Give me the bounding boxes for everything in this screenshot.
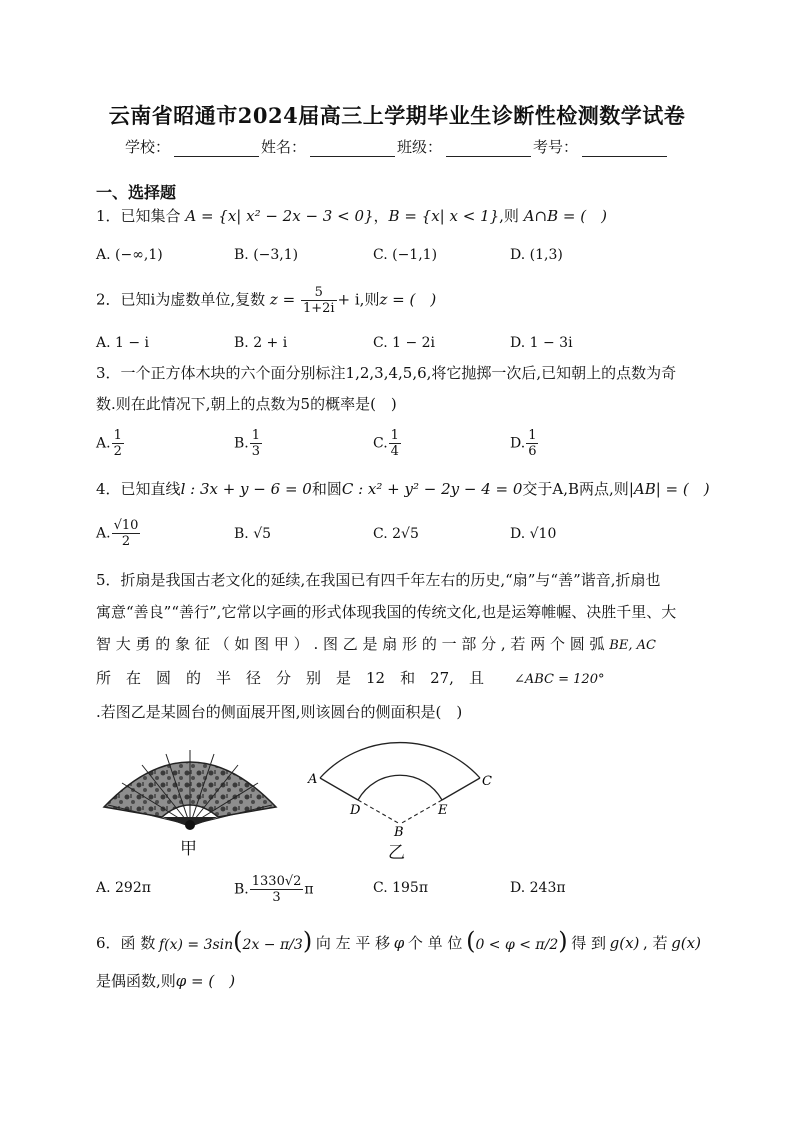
question-text: , 若 [643, 934, 668, 952]
option-label: B. [234, 435, 249, 452]
folding-fan-figure [100, 745, 280, 830]
point-b-label: B [394, 825, 404, 840]
question-text: 已知直线 [120, 480, 181, 498]
phi-range: 0 < φ < π/2 [475, 937, 559, 953]
question-2 [96, 285, 436, 316]
arc-ac [320, 743, 480, 778]
numerator: 1 [528, 428, 537, 443]
plus-term: + i [337, 290, 360, 309]
point-d-label: D [350, 803, 361, 818]
question-1 [96, 205, 607, 227]
option-label: A. [96, 525, 111, 542]
fraction [301, 285, 337, 316]
denominator: 3 [251, 444, 261, 459]
option-d[interactable]: D. (1,3) [510, 247, 563, 263]
question-4 [96, 478, 710, 500]
option-a[interactable]: A. 1 − i [96, 335, 150, 351]
numerator: 1 [390, 428, 399, 443]
option-b[interactable] [234, 874, 314, 905]
question-number: 2． [96, 290, 121, 309]
exam-title: 云南省昭通市2024届高三上学期毕业生诊断性检测数学试卷 [108, 103, 686, 128]
circle-equation: C : x² + y² − 2y − 4 = 0 [341, 480, 523, 498]
fan-pivot [185, 820, 195, 830]
answer-expression: A∩B = ( ) [523, 207, 607, 225]
point-a-label: A [308, 772, 318, 787]
function-g: g(x) [609, 934, 640, 952]
number-blank[interactable] [582, 142, 667, 157]
answer-expression: |AB| = ( ) [628, 480, 710, 498]
question-number: 6． [96, 934, 121, 952]
figure-caption-yi: 乙 [388, 843, 405, 863]
answer-expression: z = ( ) [379, 290, 437, 309]
question-text: 已知i为虚数单位,复数 [120, 290, 266, 309]
function-argument: 2x − π/3 [242, 937, 303, 953]
question-number: 5． [96, 571, 121, 589]
numerator: 1 [251, 428, 261, 443]
option-c[interactable]: C. 195π [373, 880, 429, 896]
question-number: 4． [96, 480, 121, 498]
arc-labels: BE, AC [609, 638, 656, 653]
question-text: ,则 [499, 207, 519, 225]
denominator: 2 [121, 534, 131, 549]
answer-expression: φ = ( ) [175, 972, 236, 990]
option-a[interactable] [96, 428, 125, 459]
question-text: 所 在 圆 的 半 径 分 别 是 12 和 27, 且 [96, 669, 484, 687]
function-g: g(x) [671, 934, 701, 952]
question-number: 1． [96, 207, 121, 225]
option-b[interactable]: B. √5 [234, 526, 272, 542]
numerator: 1330√2 [251, 874, 302, 889]
option-a[interactable] [96, 518, 141, 549]
option-b[interactable]: B. (−3,1) [234, 247, 299, 263]
numerator: 5 [301, 285, 337, 301]
point-e-label: E [438, 803, 448, 818]
segment-ce [442, 778, 480, 800]
pi-symbol: π [304, 881, 314, 898]
option-label: B. [234, 881, 249, 898]
school-label: 学校： [125, 138, 171, 156]
option-b[interactable]: B. 2 + i [234, 335, 288, 351]
option-label: A. [96, 435, 111, 452]
option-c[interactable]: C. 1 − 2i [373, 335, 436, 351]
class-label: 班级： [397, 138, 443, 156]
option-d[interactable] [510, 428, 539, 459]
question-text: 智 大 勇 的 象 征 （ 如 图 甲 ） . 图 乙 是 扇 形 的 一 部 分 , 若 两 个 圆 弧 [96, 635, 605, 653]
option-d[interactable]: D. 1 − 3i [510, 335, 573, 351]
phi-symbol: φ [393, 934, 405, 952]
segment-eb [400, 800, 442, 824]
question-text: 数.则在此情况下,朝上的点数为5的概率是( ) [96, 395, 397, 413]
student-info-row [125, 136, 669, 157]
figure-caption-jia: 甲 [180, 839, 197, 859]
arc-de [358, 775, 442, 800]
segment-ad [320, 778, 358, 800]
numerator: √10 [113, 518, 139, 533]
lhs-expression: z = [269, 290, 296, 309]
option-b[interactable] [234, 428, 263, 459]
question-3 [96, 362, 676, 415]
option-a[interactable]: A. (−∞,1) [96, 247, 163, 263]
angle-expression: ∠ABC = 120° [513, 672, 605, 687]
name-label: 姓名： [261, 138, 307, 156]
question-text: .若图乙是某圆台的侧面展开图,则该圆台的侧面积是( ) [96, 703, 463, 721]
set-a-expression: A = {x| x² − 2x − 3 < 0} [185, 207, 374, 225]
segment-db [358, 800, 400, 824]
denominator: 2 [113, 444, 122, 459]
question-text: 一个正方体木块的六个面分别标注1,2,3,4,5,6,将它抛掷一次后,已知朝上的点数为奇 [120, 364, 677, 382]
question-text: 向 左 平 移 [315, 934, 391, 952]
option-c[interactable]: C. 2√5 [373, 526, 419, 542]
question-number: 3． [96, 364, 121, 382]
point-c-label: C [482, 774, 492, 789]
school-blank[interactable] [174, 142, 259, 157]
section-heading: 一、选择题 [96, 183, 177, 202]
question-6: 6．函 数 f(x) = 3sin(2x − π/3) 向 左 平 移 φ 个 单 位 (0 < φ < π/2) 得 到 g(x) , 若 g(x) 是偶函数,则φ = ( ) [96, 927, 701, 990]
number-label: 考号： [533, 138, 579, 156]
denominator: 1+2i [302, 301, 335, 316]
question-text: 已知集合 [120, 207, 181, 225]
option-c[interactable]: C. (−1,1) [373, 247, 438, 263]
question-text: 个 单 位 [407, 934, 463, 952]
numerator: 1 [113, 428, 122, 443]
question-text: 和圆 [311, 480, 342, 498]
question-text: 折扇是我国古老文化的延续,在我国已有四千年左右的历史,“扇”与“善”谐音,折扇也 [120, 571, 661, 589]
denominator: 4 [390, 444, 399, 459]
denominator: 3 [272, 890, 281, 905]
class-blank[interactable] [446, 142, 531, 157]
option-d[interactable]: D. √10 [510, 526, 557, 542]
line-equation: l : 3x + y − 6 = 0 [180, 480, 312, 498]
option-a[interactable]: A. 292π [96, 880, 151, 896]
question-text: ， [373, 207, 389, 225]
question-text: ,则 [359, 290, 380, 309]
question-text: 函 数 [120, 934, 156, 952]
option-c[interactable] [373, 428, 402, 459]
question-text: 寓意“善良”“善行”,它常以字画的形式体现我国的传统文化,也是运筹帷幄、决胜千里、大 [96, 603, 677, 621]
option-label: D. [510, 435, 526, 452]
function-f: f(x) = 3sin [158, 937, 234, 953]
denominator: 6 [528, 444, 537, 459]
option-d[interactable]: D. 243π [510, 880, 566, 896]
question-text: 交于A,B两点,则 [522, 480, 629, 498]
set-b-expression: B = {x| x < 1} [388, 207, 500, 225]
question-5 [96, 569, 701, 723]
name-blank[interactable] [310, 142, 395, 157]
question-text: 是偶函数,则 [96, 972, 176, 990]
option-label: C. [373, 435, 388, 452]
question-text: 得 到 [571, 934, 607, 952]
sector-figure [300, 730, 500, 845]
